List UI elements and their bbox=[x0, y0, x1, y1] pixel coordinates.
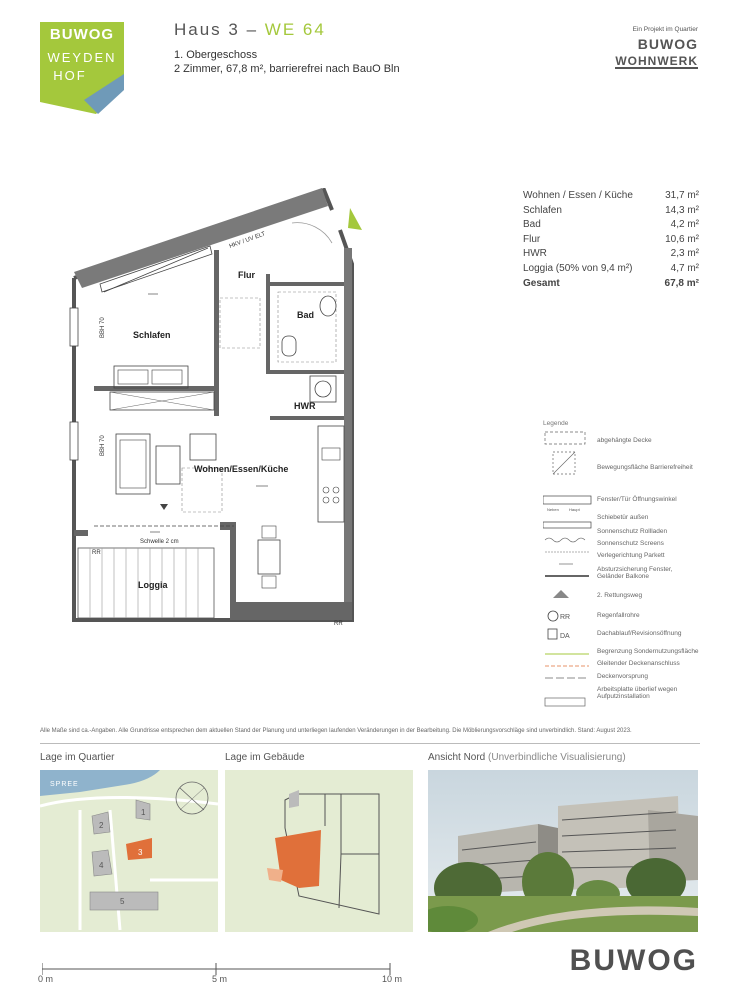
room-label-bad: Bad bbox=[297, 310, 315, 320]
scale-label-5: 5 m bbox=[212, 974, 228, 984]
title-prefix: Haus 3 – bbox=[174, 20, 259, 39]
building-2: 2 bbox=[99, 821, 104, 830]
gebaeude-map bbox=[225, 770, 413, 932]
legend-item: Deckenvorsprung bbox=[597, 673, 648, 680]
room-label-wohnen: Wohnen/Essen/Küche bbox=[194, 464, 289, 474]
scale-label-10: 10 m bbox=[382, 974, 403, 984]
area-row: Wohnen / Essen / Küche 31,7 m² bbox=[523, 190, 699, 201]
bbh-label-1: BBH 70 bbox=[100, 317, 106, 338]
legend-item: Absturzsicherung Fenster, Geländer Balkone bbox=[597, 566, 673, 580]
divider bbox=[40, 743, 700, 744]
buwog-logo: BUWOG bbox=[569, 944, 698, 977]
building-3: 3 bbox=[138, 848, 143, 857]
room-label-hwr: HWR bbox=[294, 401, 316, 411]
project-logo-buwog: BUWOG bbox=[637, 36, 698, 52]
legend-item: Bewegungsfläche Barrierefreiheit bbox=[597, 464, 693, 471]
outer-wall bbox=[74, 230, 352, 620]
quartier-map bbox=[40, 770, 218, 932]
legend-symbols bbox=[543, 430, 593, 710]
legend-item: Verlegerichtung Parkett bbox=[597, 552, 665, 559]
area-row: Flur 10,6 m² bbox=[523, 233, 699, 245]
title-unit: WE 64 bbox=[264, 20, 326, 39]
page-title bbox=[174, 20, 326, 40]
area-table bbox=[523, 189, 699, 291]
legend bbox=[543, 420, 703, 710]
area-row: Loggia (50% von 9,4 m²) 4,7 m² bbox=[523, 262, 699, 274]
lage-quartier-label: Lage im Quartier bbox=[40, 752, 115, 763]
room-label-flur: Flur bbox=[238, 270, 255, 280]
legend-item: Dachablauf/Revisionsöffnung bbox=[597, 630, 682, 637]
legend-item: Schiebetür außen bbox=[597, 514, 649, 521]
project-note: Ein Projekt im Quartier bbox=[632, 26, 698, 33]
svg-text:Neben: Neben bbox=[547, 507, 559, 512]
project-logo-wohnwerk: WOHNWERK bbox=[615, 54, 698, 68]
legend-item: Begrenzung Sondernutzungsfläche bbox=[597, 648, 699, 655]
area-row: HWR 2,3 m² bbox=[523, 248, 699, 260]
hkv-label: HKV / UV ELT bbox=[228, 231, 267, 250]
legend-title: Legende bbox=[543, 420, 569, 427]
area-row: Schlafen 14,3 m² bbox=[523, 204, 699, 216]
threshold-label: Schwelle 2 cm bbox=[140, 539, 179, 545]
legend-da-symbol: DA bbox=[560, 633, 570, 640]
legend-rr-symbol: RR bbox=[560, 614, 571, 621]
building-4: 4 bbox=[99, 861, 104, 870]
legend-item: Regenfallrohre bbox=[597, 612, 640, 619]
svg-text:Haupt: Haupt bbox=[569, 507, 580, 512]
building-5: 5 bbox=[120, 897, 125, 906]
legend-item: abgehängte Decke bbox=[597, 437, 652, 444]
unit-subtitle bbox=[174, 48, 400, 76]
scale-label-0: 0 m bbox=[38, 974, 54, 984]
floor-plan bbox=[60, 188, 380, 633]
legend-item: Sonnenschutz Rollladen bbox=[597, 528, 668, 535]
room-label-schlafen: Schlafen bbox=[133, 330, 171, 340]
disclaimer: Alle Maße sind ca.-Angaben. Alle Grundrisse entsprechen dem aktuellen Stand der Planung und unterliegen laufenden Veränderungen in der Bearbeitung. Die Möblierungsvorschläge sind unverbindlich. Stand: August 2023. bbox=[40, 728, 632, 734]
unit-description: 2 Zimmer, 67,8 m², barrierefrei nach BauO Bln bbox=[174, 63, 400, 75]
ansicht-label: Ansicht Nord (Unverbindliche Visualisierung) bbox=[428, 752, 626, 763]
legend-item: 2. Rettungsweg bbox=[597, 592, 643, 599]
legend-item: Gleitender Deckenanschluss bbox=[597, 660, 680, 667]
visualization-image bbox=[428, 770, 698, 932]
building-1: 1 bbox=[141, 808, 146, 817]
logo-line-1: BUWOG bbox=[49, 26, 115, 43]
rr-label-bottom: RR bbox=[334, 621, 343, 627]
logo-line-3: HOF bbox=[53, 68, 87, 83]
room-label-loggia: Loggia bbox=[138, 580, 168, 590]
lage-gebaeude-label: Lage im Gebäude bbox=[225, 752, 305, 763]
north-marker bbox=[348, 208, 362, 230]
area-row: Bad 4,2 m² bbox=[523, 219, 699, 231]
spree-label: SPREE bbox=[50, 781, 79, 788]
area-total-row: Gesamt 67,8 m² bbox=[523, 277, 699, 289]
legend-item: Arbeitsplatte überlief wegen Aufputzinstallation bbox=[597, 686, 678, 700]
weydenhof-logo bbox=[40, 22, 124, 114]
legend-item: Fenster/Tür Öffnungswinkel bbox=[597, 496, 677, 503]
legend-item: Sonnenschutz Screens bbox=[597, 540, 664, 547]
rr-label: RR bbox=[92, 550, 101, 556]
bbh-label-2: BBH 70 bbox=[100, 435, 106, 456]
floor-label: 1. Obergeschoss bbox=[174, 49, 258, 61]
logo-line-2: WEYDEN bbox=[47, 50, 117, 65]
